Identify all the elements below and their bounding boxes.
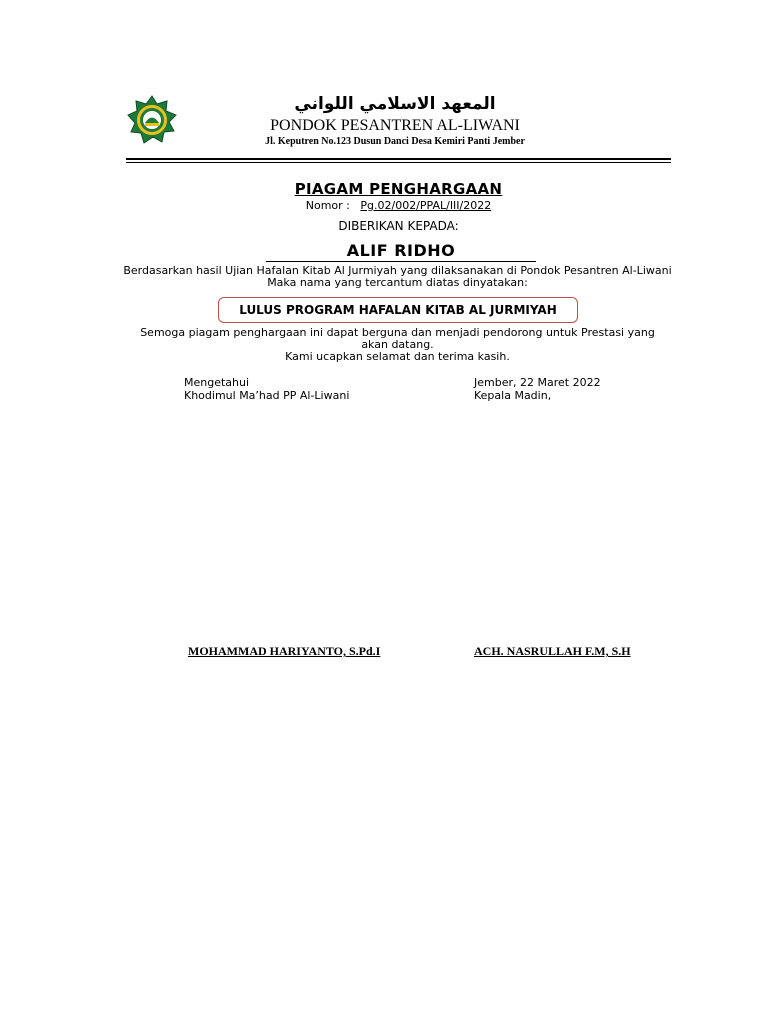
- signer-right-name: ACH. NASRULLAH F.M, S.H: [474, 644, 631, 658]
- closing-line-2: Kami ucapkan selamat dan terima kasih.: [285, 350, 510, 363]
- certificate-number-label: Nomor :: [305, 199, 350, 212]
- achievement-text: LULUS PROGRAM HAFALAN KITAB AL JURMIYAH: [239, 303, 557, 317]
- closing-line-1: Semoga piagam penghargaan ini dapat berguna dan menjadi pendorong untuk Prestasi yang akan datang.: [140, 326, 655, 351]
- header-divider-thick: [126, 158, 671, 160]
- institution-name: PONDOK PESANTREN AL-LIWANI: [270, 117, 520, 134]
- signature-right-line2: Kepala Madin,: [474, 389, 552, 402]
- signature-left-line2: Khodimul Ma’had PP Al-Liwani: [184, 389, 350, 402]
- institution-address: Jl. Keputren No.123 Dusun Danci Desa Kemiri Panti Jember: [265, 136, 525, 147]
- achievement-box: [218, 297, 578, 323]
- closing-text: [120, 327, 675, 363]
- signature-right-block: [474, 376, 601, 402]
- given-to-label: DIBERIKAN KEPADA:: [338, 219, 459, 233]
- body-line-1: Berdasarkan hasil Ujian Hafalan Kitab Al Jurmiyah yang dilaksanakan di Pondok Pesantren Al-Liwani: [123, 264, 672, 277]
- signature-left-line1: Mengetahui: [184, 376, 250, 389]
- certificate-body: [120, 265, 675, 289]
- body-line-2: Maka nama yang tercantum diatas dinyatakan:: [267, 276, 528, 289]
- header-divider-thin: [126, 162, 671, 163]
- recipient-name: ALIF RIDHO: [266, 241, 536, 262]
- signature-left-block: [184, 376, 349, 402]
- certificate-number-value: Pg.02/002/PPAL/III/2022: [360, 199, 492, 212]
- pesantren-emblem-icon: [126, 95, 178, 145]
- signer-left-name: MOHAMMAD HARIYANTO, S.Pd.I: [188, 644, 381, 658]
- certificate-number: [126, 199, 671, 212]
- certificate-title: PIAGAM PENGHARGAAN: [294, 180, 503, 198]
- arabic-institution-name: المعهد الاسلامي اللواني: [294, 94, 496, 114]
- signature-right-line1: Jember, 22 Maret 2022: [474, 376, 601, 389]
